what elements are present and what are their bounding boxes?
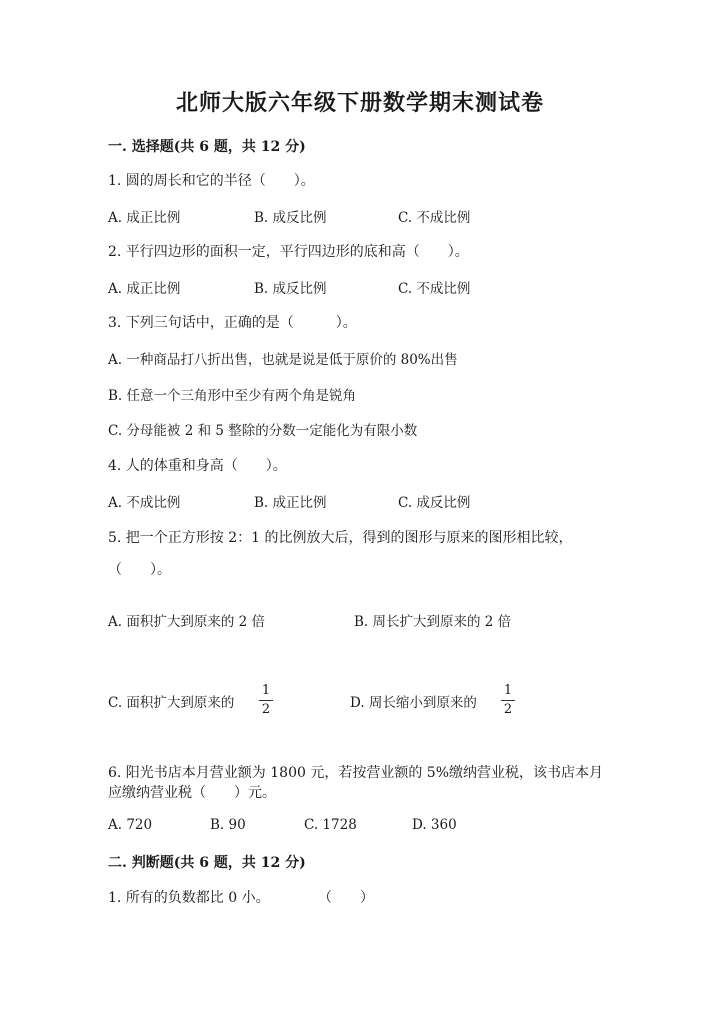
q5-option-b: B. 周长扩大到原来的 2 倍 bbox=[354, 614, 512, 630]
q4-option-c: C. 成反比例 bbox=[398, 495, 471, 511]
question-5-cont: （ ）。 bbox=[108, 562, 171, 578]
q6-option-d: D. 360 bbox=[412, 817, 457, 833]
q6-option-b: B. 90 bbox=[210, 817, 246, 833]
q5-option-d: D. 周长缩小到原来的 bbox=[350, 695, 477, 711]
fraction-bar bbox=[501, 700, 515, 701]
section-heading-choice: 一. 选择题(共 6 题，共 12 分) bbox=[108, 139, 306, 155]
q1-option-c: C. 不成比例 bbox=[398, 210, 471, 226]
q2-option-a: A. 成正比例 bbox=[108, 281, 181, 297]
question-2: 2. 平行四边形的面积一定，平行四边形的底和高（ ）。 bbox=[108, 244, 469, 260]
fraction-one-half bbox=[501, 684, 515, 717]
fraction-numerator: 1 bbox=[503, 683, 513, 698]
q2-option-c: C. 不成比例 bbox=[398, 281, 471, 297]
q6-option-a: A. 720 bbox=[108, 817, 153, 833]
fraction-denominator: 2 bbox=[503, 702, 513, 717]
question-1: 1. 圆的周长和它的半径（ ）。 bbox=[108, 173, 315, 189]
q6-option-c: C. 1728 bbox=[304, 817, 357, 833]
question-5: 5. 把一个正方形按 2：1 的比例放大后，得到的图形与原来的图形相比较， bbox=[108, 530, 573, 546]
judgement-1-blank: （ ） bbox=[318, 890, 374, 906]
fraction-bar bbox=[259, 700, 273, 701]
q4-option-a: A. 不成比例 bbox=[108, 495, 181, 511]
question-6-cont: 应缴纳营业税（ ）元。 bbox=[108, 785, 276, 801]
q5-option-c: C. 面积扩大到原来的 bbox=[108, 695, 235, 711]
q1-option-b: B. 成反比例 bbox=[254, 210, 327, 226]
question-4: 4. 人的体重和身高（ ）。 bbox=[108, 458, 287, 474]
q3-option-a: A. 一种商品打八折出售，也就是说是低于原价的 80%出售 bbox=[108, 352, 458, 368]
section-heading-judgement: 二. 判断题(共 6 题，共 12 分) bbox=[108, 855, 306, 871]
judgement-1: 1. 所有的负数都比 0 小。 bbox=[108, 890, 270, 906]
q4-option-b: B. 成正比例 bbox=[254, 495, 327, 511]
fraction-one-half bbox=[259, 684, 273, 717]
q3-option-c: C. 分母能被 2 和 5 整除的分数一定能化为有限小数 bbox=[108, 423, 418, 439]
question-6: 6. 阳光书店本月营业额为 1800 元，若按营业额的 5%缴纳营业税，该书店本月 bbox=[108, 765, 603, 781]
page-title: 北师大版六年级下册数学期末测试卷 bbox=[175, 90, 544, 116]
q2-option-b: B. 成反比例 bbox=[254, 281, 327, 297]
q1-option-a: A. 成正比例 bbox=[108, 210, 181, 226]
fraction-numerator: 1 bbox=[261, 683, 271, 698]
question-3: 3. 下列三句话中，正确的是（ ）。 bbox=[108, 315, 357, 331]
q3-option-b: B. 任意一个三角形中至少有两个角是锐角 bbox=[108, 388, 357, 404]
fraction-denominator: 2 bbox=[261, 702, 271, 717]
q5-option-a: A. 面积扩大到原来的 2 倍 bbox=[108, 614, 266, 630]
